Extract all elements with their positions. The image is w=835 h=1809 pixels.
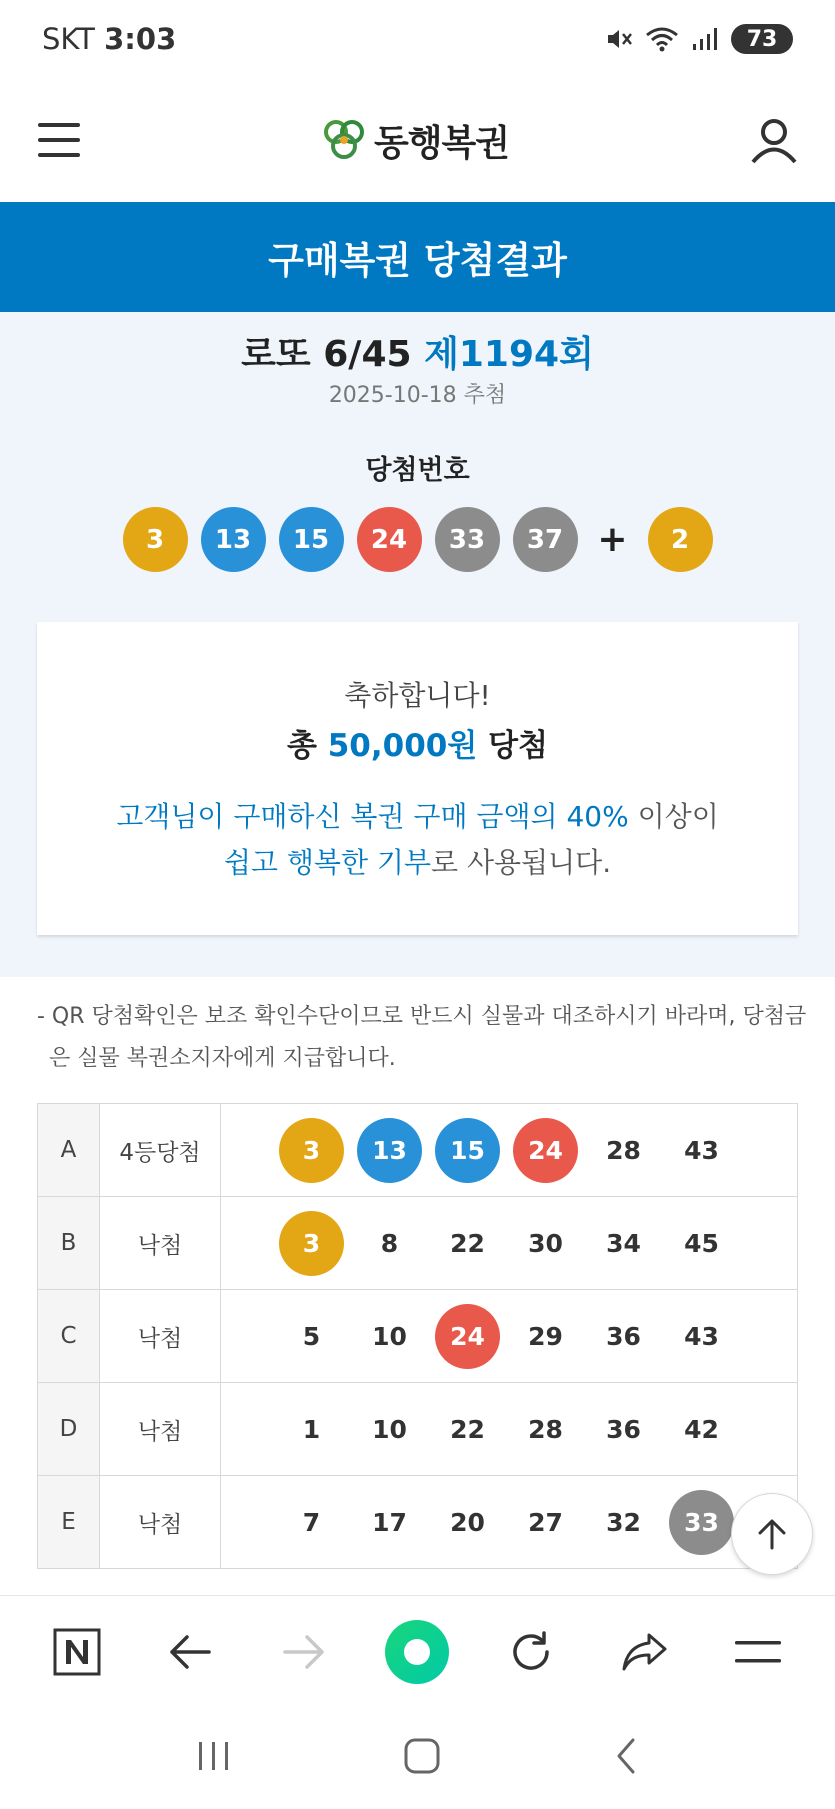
signal-icon [691, 25, 719, 53]
matched-number-ball: 24 [435, 1304, 500, 1369]
winning-numbers-label: 당첨번호 [365, 455, 470, 486]
winning-ball: 37 [513, 507, 578, 572]
total-prize [37, 720, 798, 765]
bonus-ball: 2 [648, 507, 713, 572]
winning-ball: 24 [357, 507, 422, 572]
page-title: 구매복권 당첨결과 [268, 239, 567, 282]
ticket-row [38, 1104, 798, 1197]
battery-icon: 73 [731, 24, 793, 54]
ticket-number: 45 [684, 1228, 719, 1258]
ticket-numbers-cell [221, 1383, 798, 1476]
forward-arrow-icon [281, 1632, 327, 1672]
winning-ball: 13 [201, 507, 266, 572]
home-icon [402, 1736, 442, 1776]
ticket-number: 43 [684, 1321, 719, 1351]
ticket-number: 10 [372, 1321, 407, 1351]
green-dot-button[interactable] [382, 1617, 452, 1687]
winning-numbers [0, 507, 835, 572]
arrow-up-icon [754, 1516, 790, 1552]
hamburger-icon [36, 120, 82, 160]
ticket-slot: D [38, 1383, 100, 1476]
ticket-number: 34 [606, 1228, 641, 1258]
qr-notice: - QR 당첨확인은 보조 확인수단이므로 반드시 실물과 대조하시기 바라며, 당첨금은 실물 복권소지자에게 지급합니다. [37, 1004, 807, 1071]
ticket-result: 낙첨 [100, 1383, 221, 1476]
ticket-row [38, 1383, 798, 1476]
naver-home-button[interactable] [42, 1617, 112, 1687]
clock: 3:03 [104, 22, 177, 56]
ticket-numbers-cell [221, 1197, 798, 1290]
mute-icon [605, 25, 633, 53]
ticket-row [38, 1290, 798, 1383]
ticket-number: 36 [606, 1414, 641, 1444]
wifi-icon [645, 25, 679, 53]
ticket-number: 1 [302, 1414, 321, 1444]
site-logo[interactable] [322, 115, 509, 166]
ticket-number: 5 [302, 1321, 321, 1351]
forward-button[interactable] [269, 1617, 339, 1687]
ticket-number: 36 [606, 1321, 641, 1351]
hamburger-menu-button[interactable] [34, 115, 84, 165]
refresh-button[interactable] [496, 1617, 566, 1687]
donation-text-1: 이상이 [628, 800, 719, 833]
system-back-button[interactable] [611, 1736, 641, 1780]
status-right [605, 24, 793, 54]
ticket-result: 낙첨 [100, 1197, 221, 1290]
ticket-result: 낙첨 [100, 1290, 221, 1383]
draw-round: 제1194회 [424, 334, 594, 375]
draw-title [0, 326, 835, 377]
ticket-slot: E [38, 1476, 100, 1569]
clover-logo-icon [322, 118, 366, 162]
account-button[interactable] [747, 113, 801, 167]
green-dot-icon [384, 1619, 450, 1685]
ticket-number: 8 [380, 1228, 399, 1258]
back-arrow-icon [167, 1632, 213, 1672]
ticket-slot: C [38, 1290, 100, 1383]
back-button[interactable] [155, 1617, 225, 1687]
ticket-numbers-cell [221, 1290, 798, 1383]
matched-number-ball: 24 [513, 1118, 578, 1183]
matched-number-ball: 3 [279, 1118, 344, 1183]
ticket-number: 30 [528, 1228, 563, 1258]
ticket-slot: A [38, 1104, 100, 1197]
status-left [42, 22, 176, 56]
user-icon [749, 115, 799, 165]
share-icon [619, 1629, 671, 1675]
ticket-number: 28 [528, 1414, 563, 1444]
ticket-row [38, 1197, 798, 1290]
logo-text: 동행복권 [373, 122, 510, 164]
donation-message [37, 794, 798, 886]
ticket-numbers [279, 1490, 797, 1555]
back-icon [611, 1736, 641, 1776]
plus-sign: + [597, 519, 628, 560]
recent-apps-icon [194, 1738, 234, 1774]
ticket-numbers [279, 1304, 797, 1369]
total-amount: 50,000원 [327, 728, 478, 764]
refresh-icon [506, 1627, 556, 1677]
browser-menu-button[interactable] [723, 1617, 793, 1687]
ticket-number: 20 [450, 1507, 485, 1537]
matched-number-ball: 15 [435, 1118, 500, 1183]
ticket-number: 29 [528, 1321, 563, 1351]
ticket-numbers [279, 1397, 797, 1462]
ticket-number: 28 [606, 1135, 641, 1165]
ticket-result: 4등당첨 [100, 1104, 221, 1197]
ticket-numbers [279, 1118, 797, 1183]
matched-number-ball: 3 [279, 1211, 344, 1276]
ticket-number: 32 [606, 1507, 641, 1537]
prize-card [37, 622, 798, 935]
total-prefix: 총 [286, 728, 328, 764]
naver-home-icon [52, 1627, 102, 1677]
ticket-number: 7 [302, 1507, 321, 1537]
ticket-numbers [279, 1211, 797, 1276]
site-header [0, 78, 835, 202]
winning-ball: 15 [279, 507, 344, 572]
page-title-banner [0, 202, 835, 312]
ticket-result: 낙첨 [100, 1476, 221, 1569]
game-name: 로또 6/45 [241, 334, 412, 375]
ticket-number: 22 [450, 1228, 485, 1258]
result-panel [0, 312, 835, 977]
scroll-top-button[interactable] [731, 1493, 813, 1575]
menu-icon [733, 1637, 783, 1667]
ticket-row [38, 1476, 798, 1569]
share-button[interactable] [610, 1617, 680, 1687]
donation-highlight-1: 고객님이 구매하신 복권 구매 금액의 40% [116, 800, 629, 833]
system-nav-bar [0, 1707, 835, 1809]
congrats-text: 축하합니다! [344, 679, 491, 712]
ticket-slot: B [38, 1197, 100, 1290]
status-bar [0, 0, 835, 78]
winning-ball: 33 [435, 507, 500, 572]
home-button[interactable] [402, 1736, 442, 1780]
carrier-label: SKT [42, 22, 95, 56]
ticket-numbers-cell [221, 1476, 798, 1569]
draw-date: 2025-10-18 추첨 [328, 383, 507, 408]
matched-number-ball: 33 [669, 1490, 734, 1555]
ticket-numbers-cell [221, 1104, 798, 1197]
matched-number-ball: 13 [357, 1118, 422, 1183]
ticket-number: 22 [450, 1414, 485, 1444]
ticket-table [37, 1103, 798, 1569]
ticket-number: 10 [372, 1414, 407, 1444]
donation-text-2: 로 사용됩니다. [431, 846, 612, 879]
ticket-number: 43 [684, 1135, 719, 1165]
total-suffix: 당첨 [477, 728, 548, 764]
ticket-number: 17 [372, 1507, 407, 1537]
winning-ball: 3 [123, 507, 188, 572]
ticket-number: 27 [528, 1507, 563, 1537]
browser-toolbar [0, 1595, 835, 1707]
ticket-number: 42 [684, 1414, 719, 1444]
recent-apps-button[interactable] [194, 1738, 234, 1778]
donation-highlight-2: 쉽고 행복한 기부 [223, 846, 432, 879]
